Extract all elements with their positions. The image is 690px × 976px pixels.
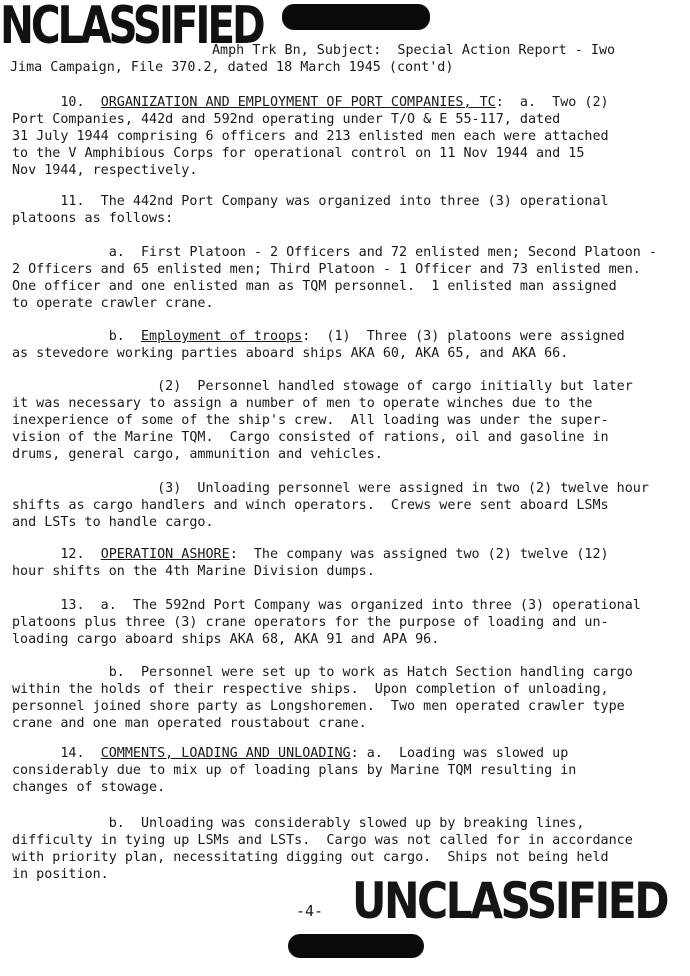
- line-lead-text: 14.: [12, 746, 101, 761]
- classification-stamp-top: NCLASSIFIED: [0, 0, 263, 56]
- paragraph-line: personnel joined shore party as Longshoremen. Two men operated crawler type: [12, 699, 625, 714]
- redaction-bar-top: [282, 4, 430, 30]
- paragraph-line: crane and one man operated roustabout crane.: [12, 716, 367, 731]
- line-tail-text: : The company was assigned two (2) twelve (12): [229, 547, 609, 562]
- line-lead-text: 10.: [12, 95, 101, 110]
- section-heading: ORGANIZATION AND EMPLOYMENT OF PORT COMPANIES, TC: [100, 95, 496, 110]
- section-heading: COMMENTS, LOADING AND UNLOADING: [100, 746, 351, 761]
- paragraph-line: [12, 546, 609, 563]
- paragraph-line: platoons plus three (3) crane operators for the purpose of loading and un-: [12, 615, 609, 630]
- paragraph-line: changes of stowage.: [12, 780, 166, 795]
- header-line-1: Amph Trk Bn, Subject: Special Action Report - Iwo: [212, 43, 616, 58]
- paragraph-line: Port Companies, 442d and 592nd operating under T/O & E 55-117, dated: [12, 112, 561, 127]
- paragraph-line: 31 July 1944 comprising 6 officers and 213 enlisted men each were attached: [12, 129, 609, 144]
- header-line-2: Jima Campaign, File 370.2, dated 18 March 1945 (cont'd): [10, 60, 454, 75]
- section-heading: OPERATION ASHORE: [100, 547, 230, 562]
- line-lead-text: b.: [12, 329, 141, 344]
- paragraph-line: (3) Unloading personnel were assigned in two (2) twelve hour: [12, 481, 649, 496]
- line-tail-text: : a. Two (2): [495, 95, 609, 110]
- redaction-bar-bottom: [288, 934, 424, 958]
- paragraph-line: vision of the Marine TQM. Cargo consisted of rations, oil and gasoline in: [12, 430, 609, 445]
- paragraph-line: and LSTs to handle cargo.: [12, 515, 214, 530]
- paragraph-line: considerably due to mix up of loading plans by Marine TQM resulting in: [12, 763, 577, 778]
- line-lead-text: 12.: [12, 547, 101, 562]
- line-tail-text: : a. Loading was slowed up: [350, 746, 569, 761]
- page-number: -4-: [296, 902, 324, 920]
- paragraph-line: b. Unloading was considerably slowed up by breaking lines,: [12, 816, 585, 831]
- paragraph-line: loading cargo aboard ships AKA 68, AKA 91 and APA 96.: [12, 632, 440, 647]
- paragraph-line: a. First Platoon - 2 Officers and 72 enlisted men; Second Platoon -: [12, 245, 657, 260]
- paragraph-line: inexperience of some of the ship's crew. All loading was under the super-: [12, 413, 609, 428]
- classification-stamp-bottom: UNCLASSIFIED: [352, 872, 667, 930]
- paragraph-line: One officer and one enlisted man as TQM personnel. 1 enlisted man assigned: [12, 279, 617, 294]
- paragraph-line: to operate crawler crane.: [12, 296, 214, 311]
- paragraph-line: shifts as cargo handlers and winch operators. Crews were sent aboard LSMs: [12, 498, 609, 513]
- paragraph-line: 2 Officers and 65 enlisted men; Third Platoon - 1 Officer and 73 enlisted men.: [12, 262, 641, 277]
- paragraph-line: b. Personnel were set up to work as Hatch Section handling cargo: [12, 665, 633, 680]
- paragraph-line: to the V Amphibious Corps for operational control on 11 Nov 1944 and 15: [12, 146, 585, 161]
- paragraph-line: 11. The 442nd Port Company was organized into three (3) operational: [12, 194, 609, 209]
- paragraph-line: drums, general cargo, ammunition and vehicles.: [12, 447, 383, 462]
- paragraph-line: hour shifts on the 4th Marine Division dumps.: [12, 564, 375, 579]
- paragraph-line: as stevedore working parties aboard ships AKA 60, AKA 65, and AKA 66.: [12, 346, 569, 361]
- paragraph-line: [12, 328, 625, 345]
- paragraph-line: with priority plan, necessitating digging out cargo. Ships not being held: [12, 850, 609, 865]
- paragraph-line: platoons as follows:: [12, 211, 174, 226]
- paragraph-line: difficulty in tying up LSMs and LSTs. Cargo was not called for in accordance: [12, 833, 633, 848]
- line-tail-text: : (1) Three (3) platoons were assigned: [302, 329, 625, 344]
- paragraph-line: [12, 745, 568, 762]
- paragraph-line: within the holds of their respective ships. Upon completion of unloading,: [12, 682, 609, 697]
- paragraph-line: 13. a. The 592nd Port Company was organized into three (3) operational: [12, 598, 641, 613]
- paragraph-line: Nov 1944, respectively.: [12, 163, 198, 178]
- paragraph-line: (2) Personnel handled stowage of cargo initially but later: [12, 379, 633, 394]
- section-heading: Employment of troops: [141, 329, 303, 344]
- paragraph-line: in position.: [12, 867, 109, 882]
- paragraph-line: it was necessary to assign a number of men to operate winches due to the: [12, 396, 593, 411]
- paragraph-line: [12, 94, 609, 111]
